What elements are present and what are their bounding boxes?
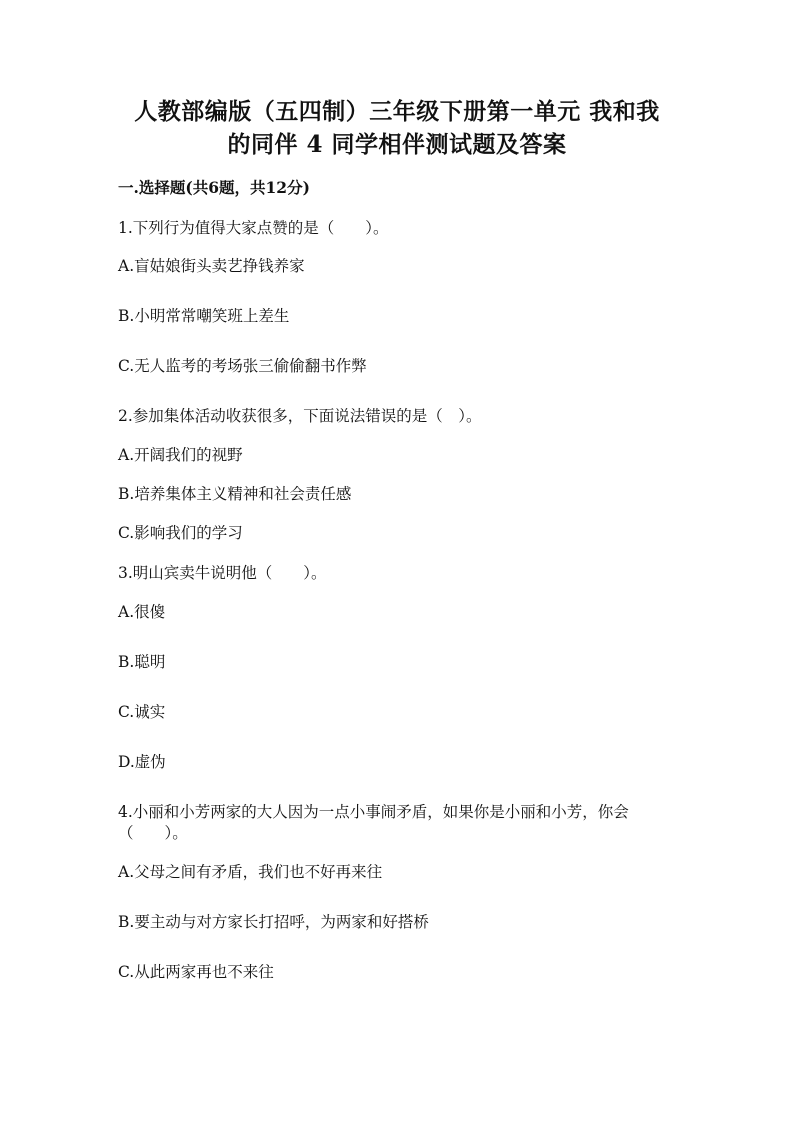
question-3-option-a: A.很傻 xyxy=(118,603,166,621)
question-3-option-d: D.虚伪 xyxy=(118,753,166,771)
question-3-option-b: B.聪明 xyxy=(118,653,166,671)
question-1-stem: 1.下列行为值得大家点赞的是（ ）。 xyxy=(118,219,389,237)
question-1-option-b: B.小明常常嘲笑班上差生 xyxy=(118,307,290,325)
question-2-option-b: B.培养集体主义精神和社会责任感 xyxy=(118,485,352,503)
document-title-line-2: 的同伴 4 同学相伴测试题及答案 xyxy=(227,131,567,158)
question-3-stem: 3.明山宾卖牛说明他（ ）。 xyxy=(118,564,327,582)
question-4-stem: 4.小丽和小芳两家的大人因为一点小事闹矛盾，如果你是小丽和小芳，你会 xyxy=(118,803,629,821)
question-2-option-a: A.开阔我们的视野 xyxy=(118,446,243,464)
question-2-stem: 2.参加集体活动收获很多，下面说法错误的是（ ）。 xyxy=(118,407,482,425)
question-3-option-c: C.诚实 xyxy=(118,703,166,721)
document-title-line-1: 人教部编版（五四制）三年级下册第一单元 我和我 xyxy=(134,98,660,125)
question-4-stem-continued: （ ）。 xyxy=(118,824,188,842)
question-4-option-b: B.要主动与对方家长打招呼，为两家和好搭桥 xyxy=(118,913,429,931)
question-1-option-c: C.无人监考的考场张三偷偷翻书作弊 xyxy=(118,357,367,375)
question-4-option-a: A.父母之间有矛盾，我们也不好再来往 xyxy=(118,863,383,881)
question-2-option-c: C.影响我们的学习 xyxy=(118,524,243,542)
question-1-option-a: A.盲姑娘街头卖艺挣钱养家 xyxy=(118,257,305,275)
question-4-option-c: C.从此两家再也不来往 xyxy=(118,963,274,981)
section-heading: 一.选择题(共6题，共12分) xyxy=(118,178,310,197)
